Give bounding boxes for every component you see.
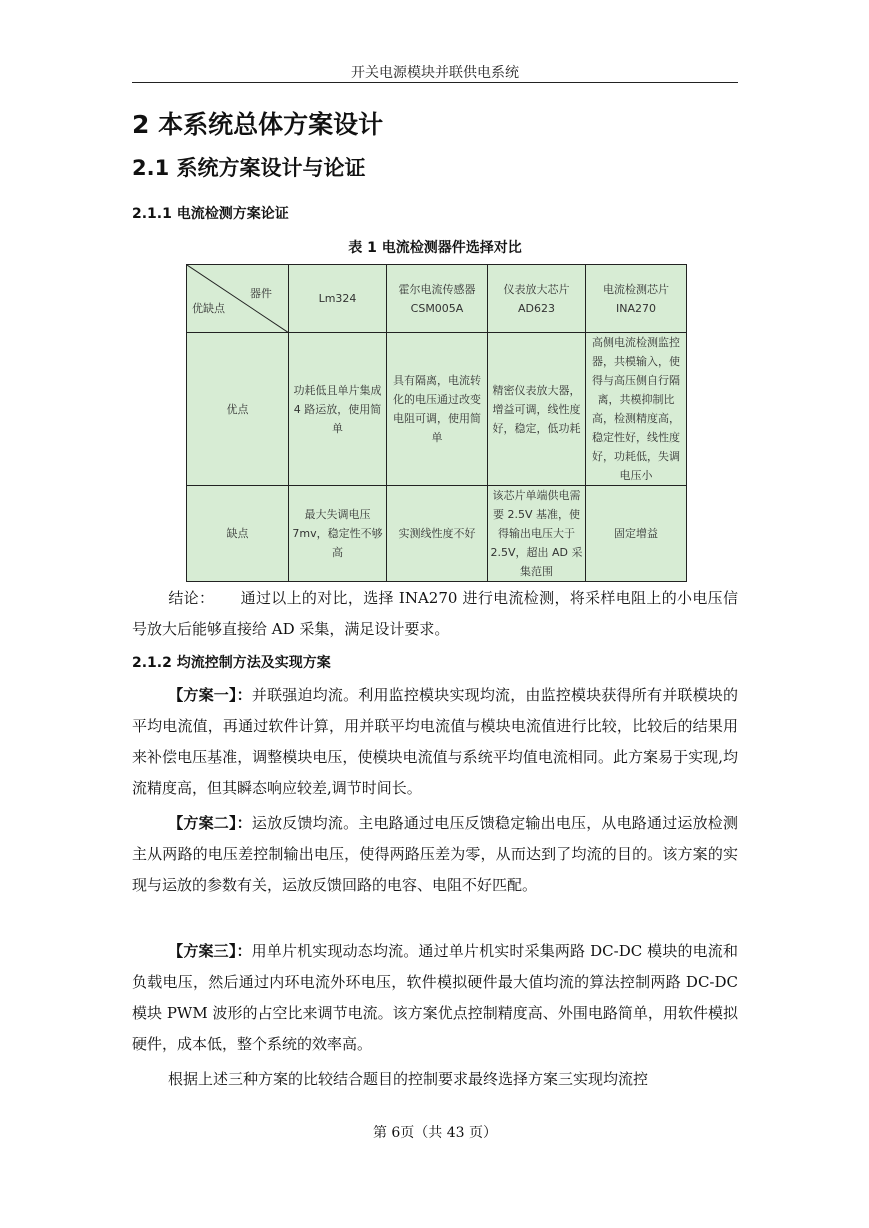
table-row-disadvantages <box>187 486 687 582</box>
corner-label-devices: 器件 <box>250 287 272 300</box>
table-cell: 精密仪表放大器，增益可调，线性度好，稳定，低功耗 <box>488 333 586 486</box>
scheme-one-paragraph <box>132 680 738 804</box>
decision-text: 根据上述三种方案的比较结合题目的控制要求最终选择方案三实现均流控 <box>168 1070 649 1088</box>
column-header: 霍尔电流传感器 CSM005A <box>387 265 488 333</box>
page-footer: 第 6页（共 43 页） <box>372 1125 498 1141</box>
conclusion-text: 通过以上的对比，选择 INA270 进行电流检测，将采样电阻上的小电压信号放大后能够直接给 AD 采集，满足设计要求。 <box>132 589 738 638</box>
table-corner-cell <box>187 265 289 333</box>
conclusion-label: 结论： <box>168 589 215 607</box>
table-cell: 功耗低且单片集成 4 路运放，使用简单 <box>289 333 387 486</box>
scheme-two-label: 【方案二】： <box>168 814 252 832</box>
table-caption: 表 1 电流检测器件选择对比 <box>348 240 522 256</box>
header-rule <box>132 82 738 83</box>
table-cell: 最大失调电压 7mv，稳定性不够高 <box>289 486 387 582</box>
scheme-one-label: 【方案一】： <box>168 686 252 704</box>
table-cell: 该芯片单端供电需要 2.5V 基准，使得输出电压大于 2.5V，超出 AD 采集范围 <box>488 486 586 582</box>
row-label: 缺点 <box>187 486 289 582</box>
row-label: 优点 <box>187 333 289 486</box>
comparison-table <box>186 264 687 582</box>
decision-paragraph <box>132 1064 738 1095</box>
table-cell: 实测线性度不好 <box>387 486 488 582</box>
column-header: 仪表放大芯片 AD623 <box>488 265 586 333</box>
scheme-three-text: 用单片机实现动态均流。通过单片机实时采集两路 DC-DC 模块的电流和负载电压，然后通过内环电流外环电压，软件模拟硬件最大值均流的算法控制两路 DC-DC 模块 PWM 波形的占空比来调节电流。该方案优点控制精度高、外围电路简单，用软件模拟硬件，成本低，整个系统的效率高。 <box>132 942 738 1053</box>
scheme-one-text: 并联强迫均流。利用监控模块实现均流，由监控模块获得所有并联模块的平均电流值，再通过软件计算，用并联平均电流值与模块电流值进行比较，比较后的结果用来补偿电压基准，调整模块电压，使模块电流值与系统平均值电流相同。此方案易于实现,均流精度高，但其瞬态响应较差,调节时间长。 <box>132 686 738 797</box>
conclusion-paragraph <box>132 583 738 645</box>
scheme-three-label: 【方案三】： <box>168 942 252 960</box>
column-header: Lm324 <box>289 265 387 333</box>
scheme-three-paragraph <box>132 936 738 1060</box>
table-cell: 固定增益 <box>586 486 687 582</box>
subsection-heading-current-sharing: 2.1.2 均流控制方法及实现方案 <box>132 655 331 671</box>
subsection-heading-current-detection: 2.1.1 电流检测方案论证 <box>132 206 289 222</box>
corner-label-pros-cons: 优缺点 <box>192 302 225 315</box>
table-header-row <box>187 265 687 333</box>
page-header: 开关电源模块并联供电系统 <box>351 65 519 81</box>
chapter-heading: 2 本系统总体方案设计 <box>132 110 384 139</box>
scheme-two-paragraph <box>132 808 738 901</box>
column-header: 电流检测芯片 INA270 <box>586 265 687 333</box>
scheme-two-text: 运放反馈均流。主电路通过电压反馈稳定输出电压，从电路通过运放检测主从两路的电压差控制输出电压，使得两路压差为零，从而达到了均流的目的。该方案的实现与运放的参数有关，运放反馈回路的电容、电阻不好匹配。 <box>132 814 738 894</box>
section-heading: 2.1 系统方案设计与论证 <box>132 156 366 180</box>
table-cell: 具有隔离，电流转化的电压通过改变电阻可调，使用简单 <box>387 333 488 486</box>
table-cell: 高侧电流检测监控器，共模输入，使得与高压侧自行隔离，共模抑制比高，检测精度高，稳定性好，线性度好，功耗低，失调电压小 <box>586 333 687 486</box>
table-row-advantages <box>187 333 687 486</box>
